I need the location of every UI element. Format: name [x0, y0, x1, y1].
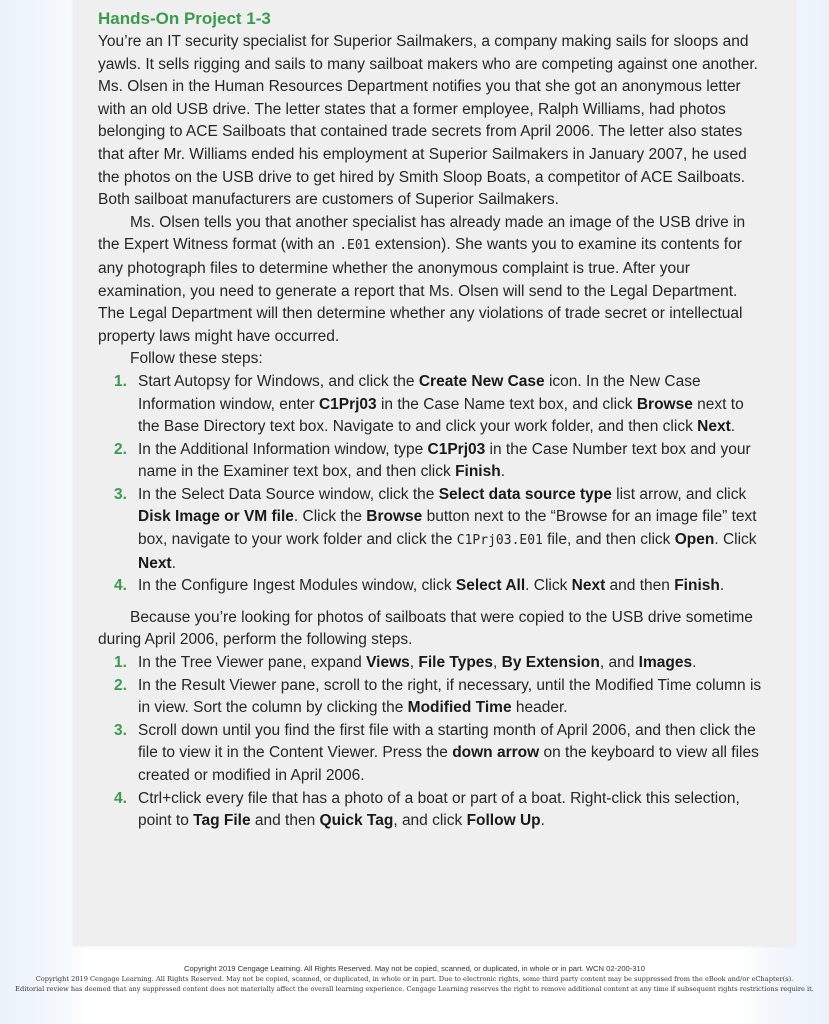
step-text: In the Tree Viewer pane, expand [138, 654, 367, 672]
step-text: In the Configure Ingest Modules window, click [138, 577, 456, 595]
step-keyword: By Extension [501, 654, 600, 672]
step-item [98, 788, 763, 833]
step-text: . [540, 812, 545, 830]
step-text: Start Autopsy for Windows, and click the [138, 372, 419, 390]
book-page [73, 0, 795, 946]
step-text: . [719, 577, 725, 595]
step-number: 3. [114, 721, 127, 739]
step-text: and then [605, 577, 675, 595]
step-number: 4. [114, 577, 127, 595]
step-item [98, 575, 763, 598]
expert-witness-paragraph [98, 212, 763, 349]
step-text: Ctrl+click every file that has a photo of a boat or part of a boat. Right-click this selection, point to [138, 789, 740, 830]
step-item [98, 652, 763, 675]
step-text: in the Case Name text box, and click [376, 395, 637, 413]
step-keyword: C1Prj03 [318, 395, 377, 413]
analysis-steps-list [98, 652, 763, 833]
copyright-footer [0, 964, 829, 994]
step-number: 1. [114, 372, 127, 390]
setup-steps-list [98, 371, 763, 598]
step-text: In the Result Viewer pane, scroll to the right, if necessary, until the Modified Time column is in view. Sort the column by clicking the [138, 676, 762, 717]
step-text: file, and then click [542, 531, 675, 549]
step-item [98, 439, 763, 484]
step-number: 1. [114, 654, 127, 672]
step-item [98, 675, 763, 720]
step-text: . [692, 654, 697, 672]
step-text: . [500, 463, 506, 481]
step-keyword: Select data source type [438, 485, 612, 503]
file-extension: .E01 [339, 238, 371, 254]
step-keyword: down arrow [452, 744, 540, 762]
step-number: 2. [114, 440, 127, 458]
step-keyword: Finish [674, 577, 720, 595]
step-keyword: File Types [418, 654, 494, 672]
step-text: . Click [525, 577, 572, 595]
step-item [98, 720, 763, 788]
step-text: In the Additional Information window, type [138, 440, 428, 458]
step-keyword: Next [138, 554, 172, 572]
step-text: button next to the “Browse for an image file” text box, navigate to your work folder and click the [138, 508, 757, 549]
step-item [98, 371, 763, 439]
step-text: on the keyboard to view all files created or modified in April 2006. [138, 744, 759, 784]
step-text: icon. In the New Case Information window, enter [138, 372, 701, 413]
para2-after: extension). She wants you to examine its contents for any photograph files to determine whether the anonymous complaint is true. After your examination, you need to generate a report that Ms. Olsen will send to the Legal Department. The Legal Department will then determine whether any violations of trade secret or intellectual property laws might have occurred. [98, 236, 743, 345]
step-text: . Click [714, 531, 757, 549]
step-keyword: Create New Case [418, 372, 545, 390]
step-keyword: Browse [636, 395, 693, 413]
step-keyword: C1Prj03 [427, 440, 486, 458]
follow-steps-label: Follow these steps: [130, 350, 263, 368]
step-text: . Click the [293, 508, 367, 526]
step-keyword: Follow Up [466, 812, 541, 830]
step-text: and then [250, 812, 320, 830]
project-title: Hands-On Project 1-3 [98, 9, 271, 28]
step-keyword: Tag File [193, 812, 251, 830]
step-text: , [493, 654, 502, 672]
footer-line-3: Editorial review has deemed that any suppressed content does not materially affect the overall learning experience. Cengage Learning reserves the right to remove additional content at any time if subsequent rights restrictions require it. [15, 985, 814, 993]
step-text: next to the Base Directory text box. Navigate to and click your work folder, and then click [138, 395, 744, 436]
step-number: 4. [114, 789, 127, 807]
step-keyword: Modified Time [407, 699, 512, 717]
step-text: In the Select Data Source window, click the [138, 485, 439, 503]
step-keyword: Views [366, 654, 410, 672]
step-text: , and click [393, 812, 467, 830]
step-item [98, 484, 763, 575]
step-text: , and [599, 654, 639, 672]
step-text: header. [511, 699, 568, 717]
step-number: 2. [114, 676, 127, 694]
step-text: . [171, 554, 176, 572]
step-text: in the Case Number text box and your name in the Examiner text box, and then click [138, 440, 751, 481]
step-text: . [730, 418, 736, 436]
step-keyword: Next [697, 418, 731, 436]
page-content [98, 0, 763, 833]
step-filename: C1Prj03.E01 [456, 533, 543, 549]
footer-line-2: Copyright 2019 Cengage Learning. All Rights Reserved. May not be copied, scanned, or duplicated, in whole or in part. Due to electronic rights, some third party content may be suppressed from the eBook and/or eChapter(s). [35, 975, 794, 983]
step-keyword: Disk Image or VM file [138, 508, 294, 526]
step-keyword: Select All [455, 577, 526, 595]
step-keyword: Open [674, 531, 715, 549]
step-text: list arrow, and click [611, 485, 747, 503]
para2-before: Ms. Olsen tells you that another specialist has already made an image of the USB drive in the Expert Witness format (with an [98, 213, 746, 254]
footer-line-1: Copyright 2019 Cengage Learning. All Rights Reserved. May not be copied, scanned, or duplicated, in whole or in part. WCN 02-200-310 [184, 964, 645, 973]
photos-paragraph: Because you’re looking for photos of sailboats that were copied to the USB drive sometime during April 2006, perform the following steps. [98, 608, 753, 649]
step-keyword: Images [638, 654, 693, 672]
step-keyword: Quick Tag [319, 812, 394, 830]
step-number: 3. [114, 485, 127, 503]
intro-paragraph: You’re an IT security specialist for Superior Sailmakers, a company making sails for sloops and yawls. It sells rigging and sails to many sailboat makers who are competing against one another. Ms. Olsen in the Human Resources Department notifies you that she got an anonymous letter with an old USB drive. The letter states that a former employee, Ralph Williams, had photos belonging to ACE Sailboats that contained trade secrets from April 2006. The letter also states that after Mr. Williams ended his employment at Superior Sailmakers in January 2007, he used the photos on the USB drive to get hired by Smith Sloop Boats, a competitor of ACE Sailboats. Both sailboat manufacturers are customers of Superior Sailmakers. [98, 33, 758, 209]
step-keyword: Finish [455, 463, 501, 481]
step-text: Scroll down until you find the first file with a starting month of April 2006, and then click the file to view it in the Content Viewer. Press the [138, 721, 756, 762]
step-keyword: Next [571, 577, 606, 595]
step-text: , [409, 654, 419, 672]
step-keyword: Browse [366, 508, 423, 526]
